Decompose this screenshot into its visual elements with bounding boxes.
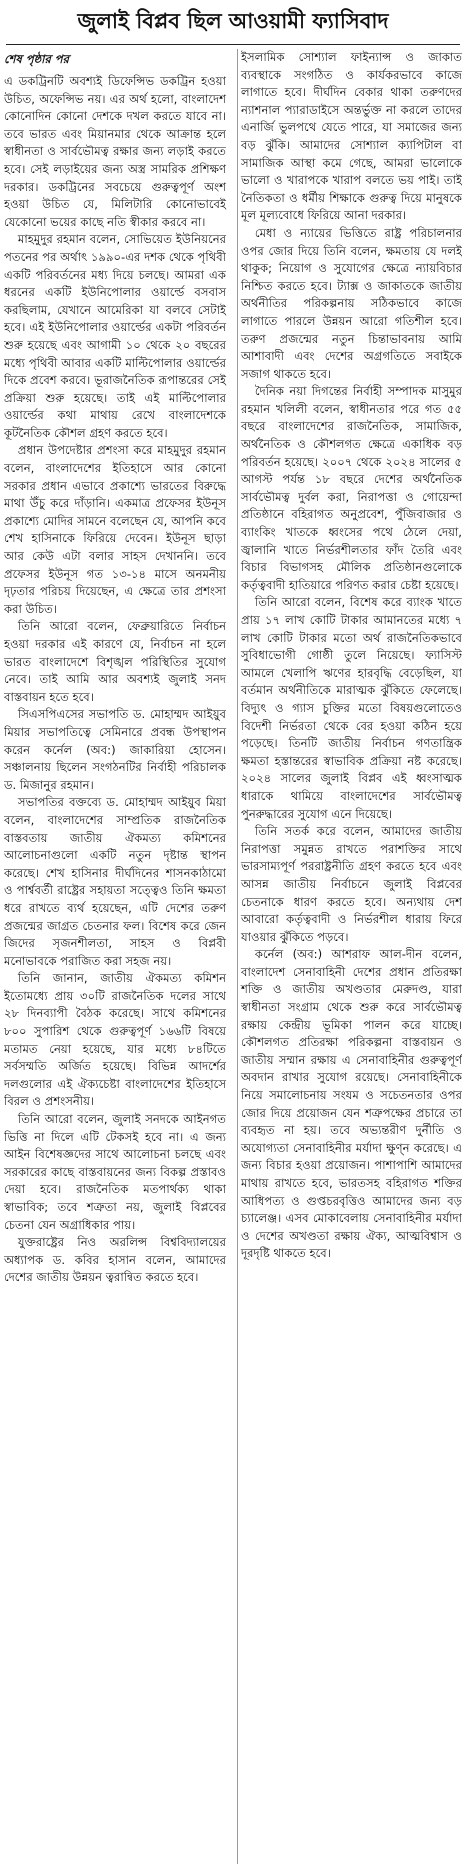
paragraph: সভাপতির বক্তব্যে ড. মোহাম্মদ আইয়ুব মিয়া বলেন, বাংলাদেশের সাম্প্রতিক রাজনৈতিক বাস্তবতায় জাতীয় ঐকমত্য কমিশনের আলোচনাগুলো একটি নতুন দৃষ্টান্ত স্থাপন করেছে। শেখ হাসিনার দীর্ঘদিনের শাসনকাঠামো ও পার্শ্ববর্তী রাষ্ট্রের সহায়তা সত্ত্বেও তিনি ক্ষমতা ধরে রাখতে ব্যর্থ হয়েছেন, এটি দেশের তরুণ প্রজন্মের জাগ্রত চেতনার ফল। বিশেষ করে জেন জিদের সৃজনশীলতা, সাহস ও বিপ্লবী মনোভাবকে পরাজিত করা সহজ নয়। xyxy=(4,795,226,968)
continued-label: শেষ পৃষ্ঠার পর xyxy=(4,52,69,66)
article-columns xyxy=(4,49,462,1864)
paragraph: মাহমুদুর রহমান বলেন, সোভিয়েত ইউনিয়নের পতনের পর অর্থাৎ ১৯৯০-এর দশক থেকে পৃথিবী একটি পরিবর্তনের মধ্য দিয়ে চলছে। আমরা এক ধরনের একটি ইউনিপোলার ওয়ার্ল্ডে বসবাস করছিলাম, যেখানে আমেরিকা যা বলবে সেটাই হবে। এই ইউনিপোলার ওয়ার্ল্ডের একটা পরিবর্তন শুরু হয়েছে এবং আগামী ১০ থেকে ২০ বছরের মধ্যে পৃথিবী আবার একটি মাল্টিপোলার ওয়ার্ল্ডের দিকে প্রবেশ করবে। ভূরাজনৈতিক রূপান্তরের সেই প্রক্রিয়া শুরু হয়েছে। তাই এই মাল্টিপোলার ওয়ার্ল্ডের কথা মাথায় রেখে বাংলাদেশকে কূটনৈতিক কৌশল গ্রহণ করতে হবে। xyxy=(4,232,226,440)
paragraph: তিনি আরো বলেন, জুলাই সনদকে আইনগত ভিত্তি না দিলে এটি টেকসই হবে না। এ জন্য আইন বিশেষজ্ঞদের সাথে আলোচনা চলছে এবং সরকারের কাছে বাস্তবায়নের জন্য বিকল্প প্রস্তাবও দেয়া হবে। রাজনৈতিক মতপার্থক্য থাকা স্বাভাবিক; তবে শত্রুতা নয়, জুলাই বিপ্লবের চেতনা যেন অগ্রাধিকার পায়। xyxy=(4,1112,226,1232)
right-column xyxy=(237,49,462,1864)
paragraph: মেধা ও ন্যায়ের ভিত্তিতে রাষ্ট্র পরিচালনার ওপর জোর দিয়ে তিনি বলেন, ক্ষমতায় যে দলই থাকুক; নিয়োগ ও সুযোগের ক্ষেত্রে ন্যায়বিচার নিশ্চিত করতে হবে। ট্যাক্স ও জাকাতকে জাতীয় অর্থনীতির পরিকল্পনায় সঠিকভাবে কাজে লাগাতে পারলে উন্নয়ন আরো গতিশীল হবে। তরুণ প্রজন্মের নতুন চিন্তাভাবনায় আমি আশাবাদী এবং দেশের অগ্রগতিতে সবাইকে সজাগ থাকতে হবে। xyxy=(241,225,462,381)
paragraph: প্রধান উপদেষ্টার প্রশংসা করে মাহমুদুর রহমান বলেন, বাংলাদেশের ইতিহাসে আর কোনো সরকার প্রধান এভাবে প্রকাশ্যে ভারতের বিরুদ্ধে মাথা উঁচু করে দাঁড়ানি। একমাত্র প্রফেসর ইউনূস প্রকাশ্যে মোদির সামনে বলেছেন যে, আপনি কবে শেখ হাসিনাকে ফিরিয়ে দেবেন। ইউনূস ছাড়া আর কেউ এটা বলার সাহস দেখাননি। তবে প্রফেসর ইউনূস গত ১৩-১৪ মাসে অনমনীয় দৃঢ়তার পরিচয় দিয়েছেন, এ ক্ষেত্রে তার প্রশংসা করা উচিত। xyxy=(4,443,226,616)
paragraph: তিনি জানান, জাতীয় ঐকমত্য কমিশন ইতোমধ্যে প্রায় ৩০টি রাজনৈতিক দলের সাথে ২৮ দিনব্যাপী বৈঠক করেছে। সাথে কমিশনের ৮০০ সুপারিশ থেকে গুরুত্বপূর্ণ ১৬৬টি বিষয়ে মতামত নেয়া হয়েছে, যার মধ্যে ৮৪টিতে সর্বসম্মতি অর্জিত হয়েছে। বিভিন্ন আদর্শের দলগুলোর এই ঐক্যচেষ্টা বাংলাদেশের ইতিহাসে বিরল ও প্রশংসনীয়। xyxy=(4,971,226,1109)
paragraph: ইসলামিক সোশ্যাল ফাইন্যান্স ও জাকাত ব্যবস্থাকে সংগঠিত ও কার্যকরভাবে কাজে লাগাতে হবে। দীর্ঘদিন বেকার থাকা তরুণদের ন্যাশনাল প্যারাডাইসে অন্তর্ভুক্ত না করলে তাদের এনার্জি ভুলপথে যেতে পারে, যা সমাজের জন্য বড় ঝুঁকি। আমাদের সোশ্যাল ক্যাপিটাল বা সামাজিক আস্থা কমে গেছে, আমরা ভালোকে ভালো ও খারাপকে খারাপ বলতে ভয় পাই। তাই নৈতিকতা ও ধর্মীয় শিক্ষাকে গুরুত্ব দিয়ে মানুষকে মূল মূল্যবোধে ফিরিয়ে আনা দরকার। xyxy=(241,50,462,223)
paragraph: কর্নেল (অব:) আশরাফ আল-দীন বলেন, বাংলাদেশ সেনাবাহিনী দেশের প্রধান প্রতিরক্ষা শক্তি ও জাতীয় অখণ্ডতার মেরুদণ্ড, যারা স্বাধীনতা সংগ্রাম থেকে শুরু করে সার্বভৌমত্ব রক্ষায় কেন্দ্রীয় ভূমিকা পালন করে যাচ্ছে। কৌশলগত প্রতিরক্ষা পরিকল্পনা বাস্তবায়ন ও জাতীয় সম্মান রক্ষায় এ সেনাবাহিনীর গুরুত্বপূর্ণ অবদান রাখার সুযোগ রয়েছে। সেনাবাহিনীকে নিয়ে সমালোচনায় সংযম ও সচেতনতার ওপর জোর দিয়ে প্রয়োজন যেন শত্রুপক্ষের প্রচারে তা ব্যবহৃত না হয়। তবে অভ্যন্তরীণ দুর্নীতি ও অযোগ্যতা সেনাবাহিনীর মর্যাদা ক্ষুণ্ন করেছে। এ জন্য বিচার হওয়া প্রয়োজন। পাশাপাশি আমাদের মাথায় রাখতে হবে, ভারতসহ বহিরাগত শক্তির আধিপত্য ও গুপ্তচরবৃত্তিও আমাদের জন্য বড় চ্যালেঞ্জ। এসব মোকাবেলায় সেনাবাহিনীর মর্যাদা ও দেশের অখণ্ডতা রক্ষায় ঐক্য, আত্মবিশ্বাস ও দূরদৃষ্টি থাকতে হবে। xyxy=(241,947,462,1261)
paragraph: এ ডকট্রিনটি অবশ্যই ডিফেন্সিভ ডকট্রিন হওয়া উচিত, অফেন্সিভ নয়। এর অর্থ হলো, বাংলাদেশ কোনোদিন কোনো দেশকে দখল করতে যাবে না। তবে ভারত এবং মিয়ানমার থেকে আক্রান্ত হলে স্বাধীনতা ও সার্বভৌমত্ব রক্ষার জন্য লড়াই করতে হবে। সেই লড়াইয়ের জন্য অস্ত্র সামরিক প্রশিক্ষণ দরকার। ডকট্রিনের সবচেয়ে গুরুত্বপূর্ণ অংশ হওয়া উচিত যে, মিলিটারি কোনোভাবেই যেকোনো ভয়ের কাছে নতি স্বীকার করবে না। xyxy=(4,74,226,229)
paragraph: সিএসপিএসের সভাপতি ড. মোহাম্মদ আইয়ুব মিয়ার সভাপতিত্বে সেমিনারে প্রবন্ধ উপস্থাপন করেন কর্নেল (অব:) জাকারিয়া হোসেন। সঞ্চালনায় ছিলেন সংগঠনটির নির্বাহী পরিচালক ড. মিজানুর রহমান। xyxy=(4,707,226,792)
article-headline: জুলাই বিপ্লব ছিল আওয়ামী ফ্যাসিবাদ xyxy=(6,0,460,45)
paragraph: দৈনিক নয়া দিগন্তের নির্বাহী সম্পাদক মাসুমুর রহমান খলিলী বলেন, স্বাধীনতার পরে গত ৫৫ বছরে বাংলাদেশের রাজনৈতিক, সামাজিক, অর্থনৈতিক ও কৌশলগত ক্ষেত্রে একাধিক বড় পরিবর্তন হয়েছে। ২০০৭ থেকে ২০২৪ সালের ৫ আগস্ট পর্যন্ত ১৮ বছরে দেশের অর্থনৈতিক সার্বভৌমত্ব দুর্বল করা, নিরাপত্তা ও গোয়েন্দা প্রতিষ্ঠানে বহিরাগত অনুপ্রবেশ, পুঁজিবাজার ও ব্যাংকিং খাতকে ধ্বংসের পথে ঠেলে দেয়া, জ্বালানি খাতে নির্ভরশীলতার ফাঁদ তৈরি এবং বিচার বিভাগসহ মৌলিক প্রতিষ্ঠানগুলোকে কর্তৃত্ববাদী হাতিয়ারে পরিণত করার চেষ্টা হয়েছে। xyxy=(241,384,462,592)
paragraph: যুক্তরাষ্ট্রের নিও অরলিন্স বিশ্ববিদ্যালয়ের অধ্যাপক ড. কবির হাসান বলেন, আমাদের দেশের জাতীয় উন্নয়ন ত্বরান্বিত করতে হবে। xyxy=(4,1235,226,1285)
paragraph: তিনি সতর্ক করে বলেন, আমাদের জাতীয় নিরাপত্তা সমুন্নত রাখতে পরাশক্তির সাথে ভারসাম্যপূর্ণ পররাষ্ট্রনীতি গ্রহণ করতে হবে এবং আসন্ন জাতীয় নির্বাচনে জুলাই বিপ্লবের চেতনাকে ধারণ করতে হবে। অন্যথায় দেশ আবারো কর্তৃত্ববাদী ও নির্ভরশীল ধারায় ফিরে যাওয়ার ঝুঁকিতে পড়বে। xyxy=(241,824,462,944)
paragraph: তিনি আরো বলেন, বিশেষ করে ব্যাংক খাতে প্রায় ১৭ লাখ কোটি টাকার আমানতের মধ্যে ৭ লাখ কোটি টাকার মতো অর্থ রাজনৈতিকভাবে সুবিধাভোগী গোষ্ঠী তুলে নিয়েছে। ফ্যাসিস্ট আমলে খেলাপি ঋণের হারবৃদ্ধি বেড়েছিল, যা বর্তমান অর্থনীতিকে মারাত্মক ঝুঁকিতে ফেলেছে। বিদ্যুৎ ও গ্যাস চুক্তির মতো বিষয়গুলোতেও বিদেশী নির্ভরতা থেকে বের হওয়া কঠিন হয়ে পড়েছে। তিনটি জাতীয় নির্বাচন গণতান্ত্রিক ক্ষমতা হস্তান্তরের স্বাভাবিক প্রক্রিয়া নষ্ট করেছে। ২০২৪ সালের জুলাই বিপ্লব এই ধ্বংসাত্মক ধারাকে থামিয়ে বাংলাদেশের সার্বভৌমত্ব পুনরুদ্ধারের সুযোগ এনে দিয়েছে। xyxy=(241,595,462,821)
paragraph: তিনি আরো বলেন, ফেব্রুয়ারিতে নির্বাচন হওয়া দরকার এই কারণে যে, নির্বাচন না হলে ভারত বাংলাদেশে বিশৃঙ্খল পরিস্থিতির সুযোগ নেবে। তাই আমি আর অবশ্যই জুলাই সনদ বাস্তবায়ন হতে হবে। xyxy=(4,619,226,704)
left-column xyxy=(4,49,229,1864)
